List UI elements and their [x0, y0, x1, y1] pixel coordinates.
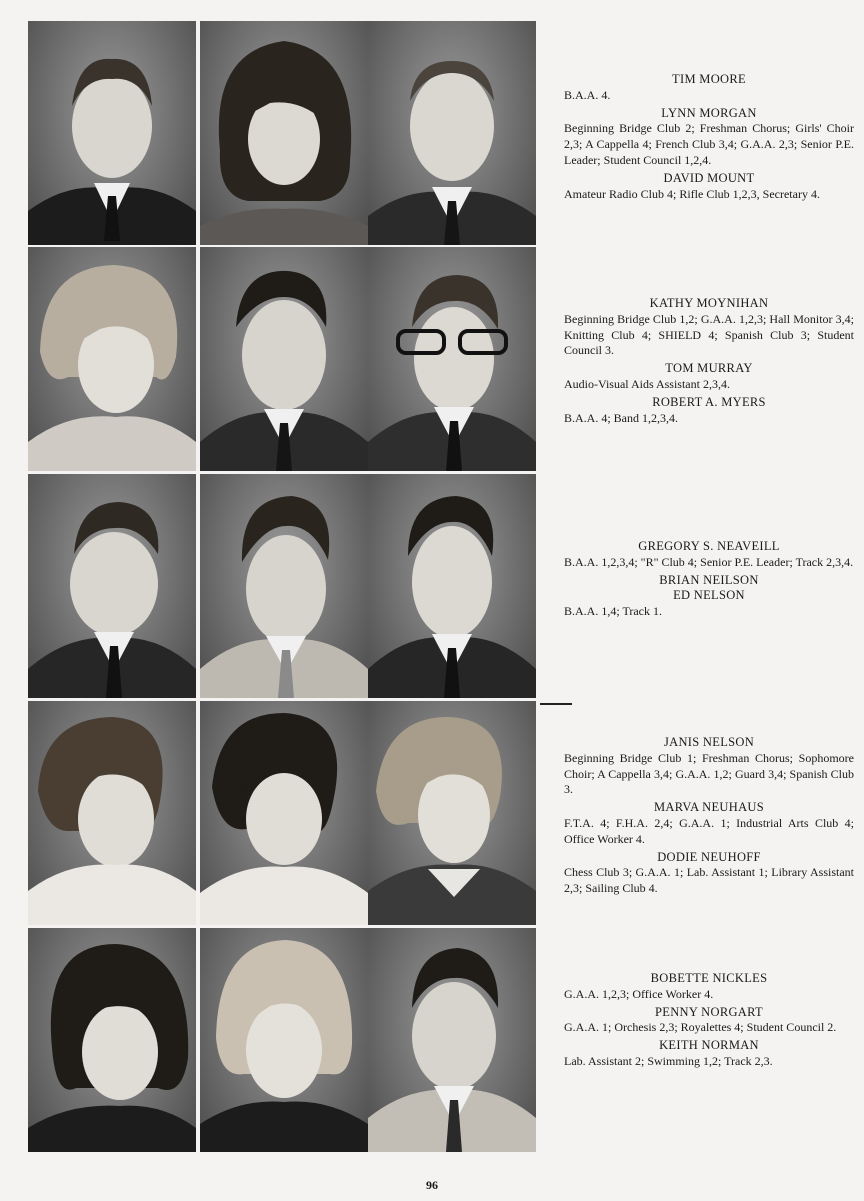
student-name: PENNY NORGART [655, 1004, 763, 1019]
student-activities: B.A.A. 1,2,3,4; "R" Club 4; Senior P.E. Leader; Track 2,3,4. [564, 554, 854, 569]
portrait-brian-neilson [200, 474, 368, 698]
student-activities: B.A.A. 4. [564, 87, 611, 102]
student-activities: G.A.A. 1,2,3; Office Worker 4. [564, 986, 714, 1001]
student-activities: Beginning Bridge Club 1; Freshman Chorus; Sophomore Choir; A Cappella 3,4; G.A.A. 1,2; Guard 3,4; Spanish Club 3. [564, 750, 854, 797]
student-name: KATHY MOYNIHAN [649, 296, 769, 310]
student-activities: Beginning Bridge Club 1,2; G.A.A. 1,2,3; Hall Monitor 3,4; Knitting Club 4; SHIELD 4; Spanish Club 3; Student Council 3. [564, 311, 854, 358]
student-name: KEITH NORMAN [659, 1038, 759, 1053]
student-name: GREGORY S. NEAVEILL [638, 539, 780, 553]
portrait-tom-murray [200, 247, 368, 471]
student-name: BOBETTE NICKLES [650, 971, 768, 985]
student-name: TIM MOORE [672, 72, 746, 86]
bio-group-5 [564, 971, 854, 1072]
portrait-janis-nelson [28, 701, 196, 925]
portrait-marva-neuhaus [200, 701, 368, 925]
portrait-david-mount [368, 21, 536, 245]
portrait-kathy-moynihan [28, 247, 196, 471]
page-number: 96 [426, 1178, 438, 1192]
bio-group-3 [564, 539, 854, 622]
student-activities: B.A.A. 1,4; Track 1. [564, 604, 663, 619]
student-activities: Chess Club 3; G.A.A. 1; Lab. Assistant 1; Library Assistant 2,3; Sailing Club 4. [564, 865, 854, 896]
portrait-bobette-nickles [28, 928, 196, 1152]
bio-group-1 [564, 72, 854, 204]
student-name: ED NELSON [673, 588, 745, 603]
portrait-penny-norgart [200, 928, 368, 1152]
student-name: MARVA NEUHAUS [654, 800, 764, 815]
student-activities: Audio-Visual Aids Assistant 2,3,4. [564, 376, 730, 391]
portrait-keith-norman [368, 928, 536, 1152]
student-name: JANIS NELSON [663, 735, 755, 749]
student-activities: B.A.A. 4; Band 1,2,3,4. [564, 410, 678, 425]
student-name: DODIE NEUHOFF [657, 849, 761, 864]
student-activities: F.T.A. 4; F.H.A. 2,4; G.A.A. 1; Industrial Arts Club 4; Office Worker 4. [564, 815, 854, 846]
student-name: BRIAN NEILSON [659, 572, 759, 587]
portrait-lynn-morgan [200, 21, 368, 245]
bio-group-2 [564, 296, 854, 428]
portrait-dodie-neuhoff [368, 701, 536, 925]
student-activities: Lab. Assistant 2; Swimming 1,2; Track 2,3. [564, 1053, 773, 1068]
portrait-ed-nelson [368, 474, 536, 698]
student-name: TOM MURRAY [665, 361, 753, 376]
student-name: DAVID MOUNT [663, 170, 755, 185]
bio-group-4 [564, 735, 854, 899]
portrait-robert-a-myers [368, 247, 536, 471]
divider-mark [540, 703, 572, 705]
portrait-tim-moore [28, 21, 196, 245]
portrait-gregory-s-neaveill [28, 474, 196, 698]
student-activities: G.A.A. 1; Orchesis 2,3; Royalettes 4; Student Council 2. [564, 1020, 837, 1035]
student-activities: Amateur Radio Club 4; Rifle Club 1,2,3, Secretary 4. [564, 186, 820, 201]
student-activities: Beginning Bridge Club 2; Freshman Chorus; Girls' Choir 2,3; A Cappella 4; French Club 3,4; G.A.A. 2,3; Senior P.E. Leader; Student Council 1,2,4. [564, 121, 854, 167]
student-name: LYNN MORGAN [661, 105, 757, 120]
student-name: ROBERT A. MYERS [652, 394, 766, 409]
